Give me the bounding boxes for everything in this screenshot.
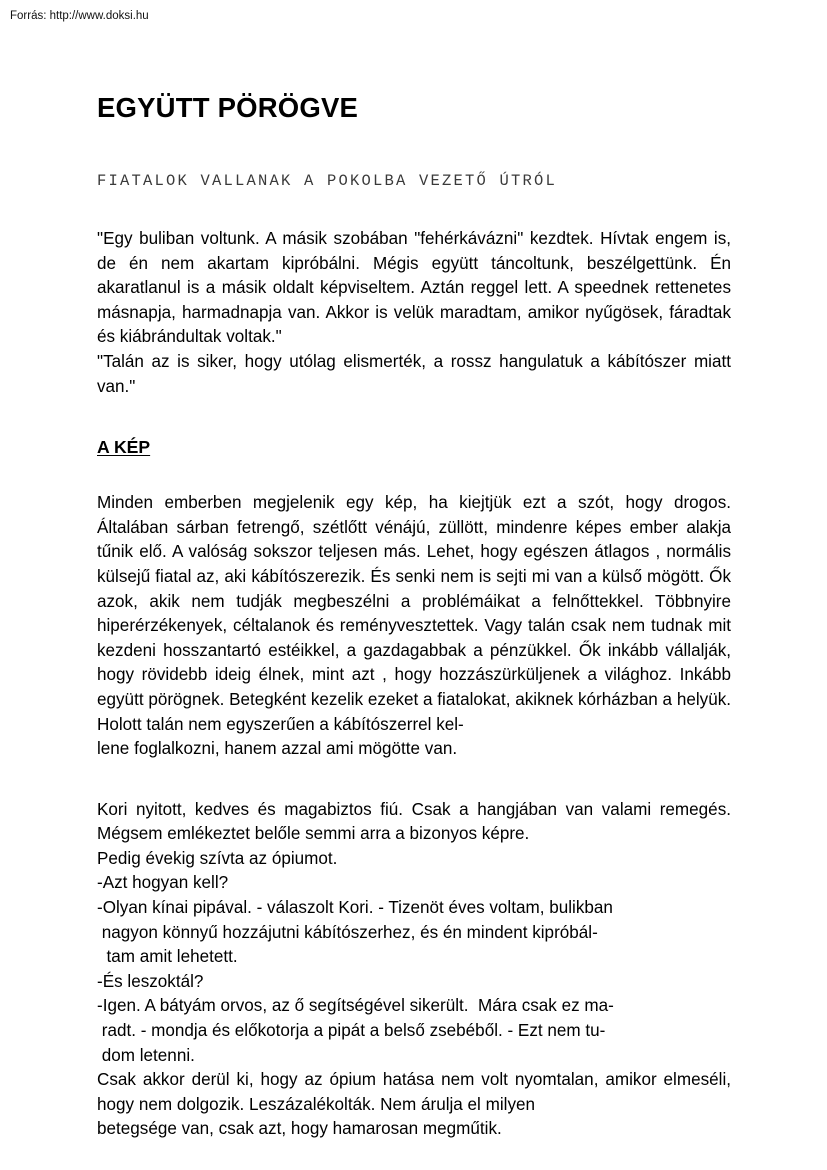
- dialogue-line: radt. - mondja és előkotorja a pipát a belső zsebéből. - Ezt nem tu-: [97, 1021, 606, 1041]
- body-paragraph: Minden emberben megjelenik egy kép, ha kiejtjük ezt a szót, hogy drogos. Általában sárban fetrengő, szétlőtt vénájú, züllött, mindenre képes ember alakja tűnik elő. A valóság sokszor teljesen más. Lehet, hogy egészen átlagos , normális külsejű fiatal az, aki kábítószerezik. És senki nem is sejti mi van a külső mögött. Ők azok, akik nem tudják megbeszélni a problémáikat a felnőttekkel. Többnyire hiperérzékenyek, céltalanok és reményvesztettek. Vagy talán csak nem tudnak mit kezdeni hosszantartó estéikkel, a gazdagabbak a pénzükkel. Ők inkább vállalják, hogy rövidebb ideig élnek, mint azt , hogy hozzászürküljenek a világhoz. Inkább együtt pörögnek. Betegként kezelik ezeket a fiatalokat, akiknek kórházban a helyük. Holott talán nem egyszerűen a kábítószerrel kel-: [97, 493, 731, 734]
- dialogue-line: -És leszoktál?: [97, 971, 204, 991]
- section-heading-a-kep: A KÉP: [97, 437, 151, 458]
- document-content: [97, 92, 731, 1142]
- dialogue-line: -Azt hogyan kell?: [97, 873, 229, 893]
- quote-paragraph-2: "Talán az is siker, hogy utólag elismerték, a rossz hangulatuk a kábítószer miatt van.": [97, 351, 731, 396]
- body-paragraph-tail: lene foglalkozni, hanem azzal ami mögötte van.: [97, 739, 458, 759]
- dialogue-line: nagyon könnyű hozzájutni kábítószerhez, és én mindent kipróbál-: [97, 922, 598, 942]
- source-watermark: Forrás: http://www.doksi.hu: [10, 10, 149, 22]
- page-title: EGYÜTT PÖRÖGVE: [97, 92, 359, 123]
- dialogue-line: -Igen. A bátyám orvos, az ő segítségével sikerült. Mára csak ez ma-: [97, 996, 614, 1016]
- quote-paragraph: "Egy buliban voltunk. A másik szobában "fehérkávázni" kezdtek. Hívtak engem is, de én nem akartam kipróbálni. Mégis együtt táncoltunk, beszélgettünk. Én akaratlanul is a másik oldalt képviseltem. Aztán reggel lett. A speednek rettenetes másnapja, harmadnapja van. Akkor is velük maradtam, amikor nyűgösek, fáradtak és kiábrándultak voltak.": [97, 229, 731, 347]
- closing-paragraph: Csak akkor derül ki, hogy az ópium hatása nem volt nyomtalan, amikor elmeséli, hogy nem dolgozik. Leszázalékolták. Nem árulja el milyen: [97, 1070, 731, 1114]
- kori-paragraph-tail: Pedig évekig szívta az ópiumot.: [97, 848, 338, 868]
- dialogue-line: tam amit lehetett.: [97, 947, 238, 967]
- kori-paragraph: Kori nyitott, kedves és magabiztos fiú. Csak a hangjában van valami remegés. Mégsem emlékeztet belőle semmi arra a bizonyos képre.: [97, 799, 731, 844]
- dialogue-line: -Olyan kínai pipával. - válaszolt Kori. - Tizenöt éves voltam, bulikban: [97, 898, 613, 918]
- closing-paragraph-tail: betegsége van, csak azt, hogy hamarosan megműtik.: [97, 1119, 502, 1139]
- document-subtitle: FIATALOK VALLANAK A POKOLBA VEZETŐ ÚTRÓL: [97, 172, 558, 190]
- dialogue-line: dom letenni.: [97, 1045, 195, 1065]
